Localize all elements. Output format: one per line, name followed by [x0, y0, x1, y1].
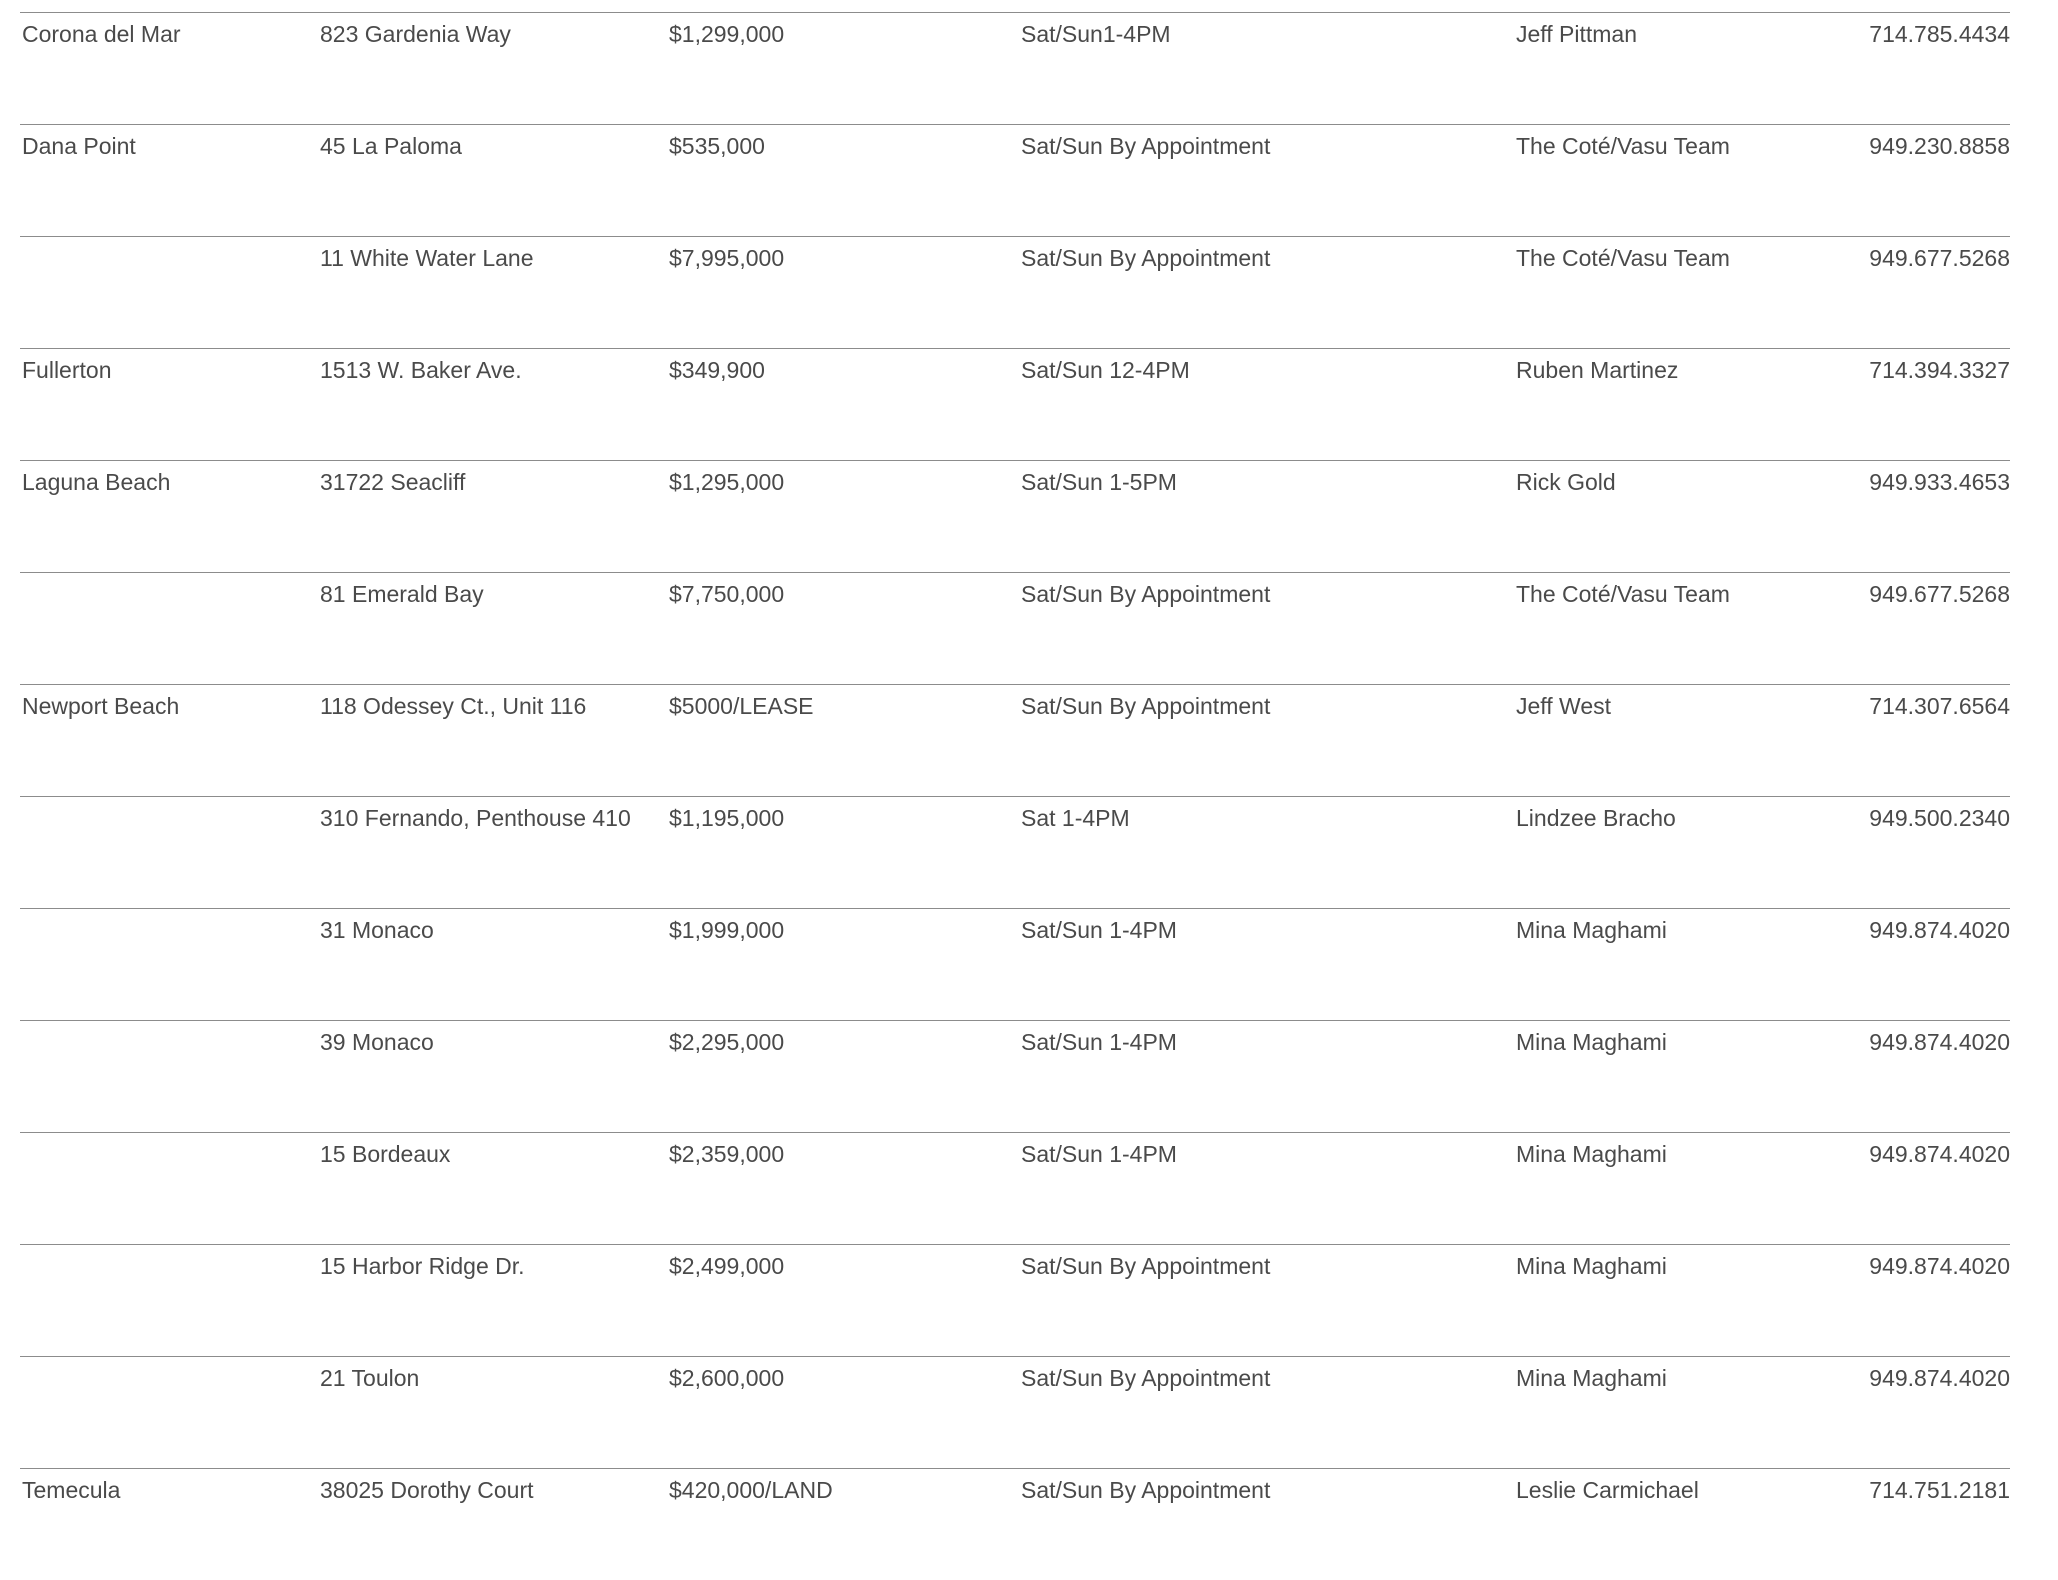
phone-cell: 949.677.5268 [1869, 581, 2010, 607]
open-house-hours-cell: Sat/Sun1-4PM [1021, 21, 1171, 47]
open-house-hours-cell: Sat/Sun 1-4PM [1021, 1029, 1177, 1055]
price-cell: $2,359,000 [669, 1141, 785, 1167]
price-cell: $5000/LEASE [669, 693, 814, 719]
phone-cell: 714.394.3327 [1869, 357, 2010, 383]
open-house-hours-cell: Sat/Sun 1-4PM [1021, 1141, 1177, 1167]
table-row [0, 460, 2010, 572]
open-house-hours-cell: Sat 1-4PM [1021, 805, 1130, 831]
rule-gap [0, 123, 20, 126]
phone-cell: 949.874.4020 [1869, 1253, 2010, 1279]
address-cell: 38025 Dorothy Court [320, 1477, 534, 1503]
phone-cell: 714.751.2181 [1869, 1477, 2010, 1503]
table-row [0, 684, 2010, 796]
rule-gap [0, 1019, 20, 1022]
rule-gap [0, 11, 20, 14]
rule-gap [0, 235, 20, 238]
address-cell: 11 White Water Lane [320, 245, 534, 271]
address-cell: 31722 Seacliff [320, 469, 466, 495]
open-house-hours-cell: Sat/Sun By Appointment [1021, 693, 1271, 719]
open-house-listing-table [0, 12, 2010, 1580]
city-cell: Temecula [22, 1477, 121, 1503]
open-house-hours-cell: Sat/Sun By Appointment [1021, 581, 1271, 607]
rule-gap [0, 347, 20, 350]
phone-cell: 714.307.6564 [1869, 693, 2010, 719]
address-cell: 118 Odessey Ct., Unit 116 [320, 693, 587, 719]
price-cell: $2,295,000 [669, 1029, 785, 1055]
table-row [0, 796, 2010, 908]
price-cell: $2,499,000 [669, 1253, 785, 1279]
price-cell: $2,600,000 [669, 1365, 785, 1391]
agent-cell: The Coté/Vasu Team [1516, 581, 1730, 607]
table-row [0, 124, 2010, 236]
address-cell: 81 Emerald Bay [320, 581, 484, 607]
address-cell: 1513 W. Baker Ave. [320, 357, 522, 383]
agent-cell: The Coté/Vasu Team [1516, 245, 1730, 271]
table-row [0, 348, 2010, 460]
price-cell: $1,299,000 [669, 21, 785, 47]
table-row [0, 1132, 2010, 1244]
open-house-hours-cell: Sat/Sun By Appointment [1021, 1477, 1271, 1503]
rule-gap [0, 459, 20, 462]
phone-cell: 949.874.4020 [1869, 1365, 2010, 1391]
agent-cell: Mina Maghami [1516, 1141, 1667, 1167]
open-house-hours-cell: Sat/Sun By Appointment [1021, 245, 1271, 271]
open-house-hours-cell: Sat/Sun By Appointment [1021, 1253, 1271, 1279]
price-cell: $1,195,000 [669, 805, 785, 831]
city-cell: Fullerton [22, 357, 112, 383]
rule-gap [0, 1355, 20, 1358]
rule-gap [0, 1467, 20, 1470]
phone-cell: 949.677.5268 [1869, 245, 2010, 271]
table-row [0, 1020, 2010, 1132]
price-cell: $7,750,000 [669, 581, 785, 607]
table-row [0, 1244, 2010, 1356]
agent-cell: Ruben Martinez [1516, 357, 1679, 383]
phone-cell: 949.230.8858 [1869, 133, 2010, 159]
address-cell: 21 Toulon [320, 1365, 420, 1391]
open-house-hours-cell: Sat/Sun By Appointment [1021, 133, 1271, 159]
phone-cell: 949.933.4653 [1869, 469, 2010, 495]
agent-cell: Mina Maghami [1516, 917, 1667, 943]
address-cell: 31 Monaco [320, 917, 434, 943]
phone-cell: 949.874.4020 [1869, 917, 2010, 943]
price-cell: $1,999,000 [669, 917, 785, 943]
open-house-hours-cell: Sat/Sun 1-5PM [1021, 469, 1177, 495]
table-row [0, 236, 2010, 348]
rule-gap [0, 907, 20, 910]
rule-gap [0, 795, 20, 798]
price-cell: $535,000 [669, 133, 765, 159]
phone-cell: 714.785.4434 [1869, 21, 2010, 47]
address-cell: 310 Fernando, Penthouse 410 [320, 805, 631, 831]
phone-cell: 949.874.4020 [1869, 1141, 2010, 1167]
price-cell: $420,000/LAND [669, 1477, 833, 1503]
agent-cell: Jeff Pittman [1516, 21, 1638, 47]
table-row [0, 908, 2010, 1020]
agent-cell: Jeff West [1516, 693, 1612, 719]
city-cell: Newport Beach [22, 693, 180, 719]
city-cell: Corona del Mar [22, 21, 181, 47]
agent-cell: Rick Gold [1516, 469, 1616, 495]
open-house-hours-cell: Sat/Sun 12-4PM [1021, 357, 1190, 383]
agent-cell: Mina Maghami [1516, 1029, 1667, 1055]
rule-gap [0, 1131, 20, 1134]
address-cell: 15 Bordeaux [320, 1141, 451, 1167]
table-row [0, 1356, 2010, 1468]
city-cell: Dana Point [22, 133, 136, 159]
price-cell: $349,900 [669, 357, 765, 383]
city-cell: Laguna Beach [22, 469, 171, 495]
agent-cell: The Coté/Vasu Team [1516, 133, 1730, 159]
address-cell: 15 Harbor Ridge Dr. [320, 1253, 525, 1279]
address-cell: 39 Monaco [320, 1029, 434, 1055]
open-house-hours-cell: Sat/Sun 1-4PM [1021, 917, 1177, 943]
rule-gap [0, 683, 20, 686]
agent-cell: Mina Maghami [1516, 1365, 1667, 1391]
phone-cell: 949.500.2340 [1869, 805, 2010, 831]
price-cell: $1,295,000 [669, 469, 785, 495]
agent-cell: Leslie Carmichael [1516, 1477, 1699, 1503]
price-cell: $7,995,000 [669, 245, 785, 271]
table-row [0, 572, 2010, 684]
rule-gap [0, 571, 20, 574]
agent-cell: Mina Maghami [1516, 1253, 1667, 1279]
rule-gap [0, 1243, 20, 1246]
address-cell: 45 La Paloma [320, 133, 462, 159]
open-house-hours-cell: Sat/Sun By Appointment [1021, 1365, 1271, 1391]
phone-cell: 949.874.4020 [1869, 1029, 2010, 1055]
table-row [0, 12, 2010, 124]
agent-cell: Lindzee Bracho [1516, 805, 1676, 831]
address-cell: 823 Gardenia Way [320, 21, 511, 47]
